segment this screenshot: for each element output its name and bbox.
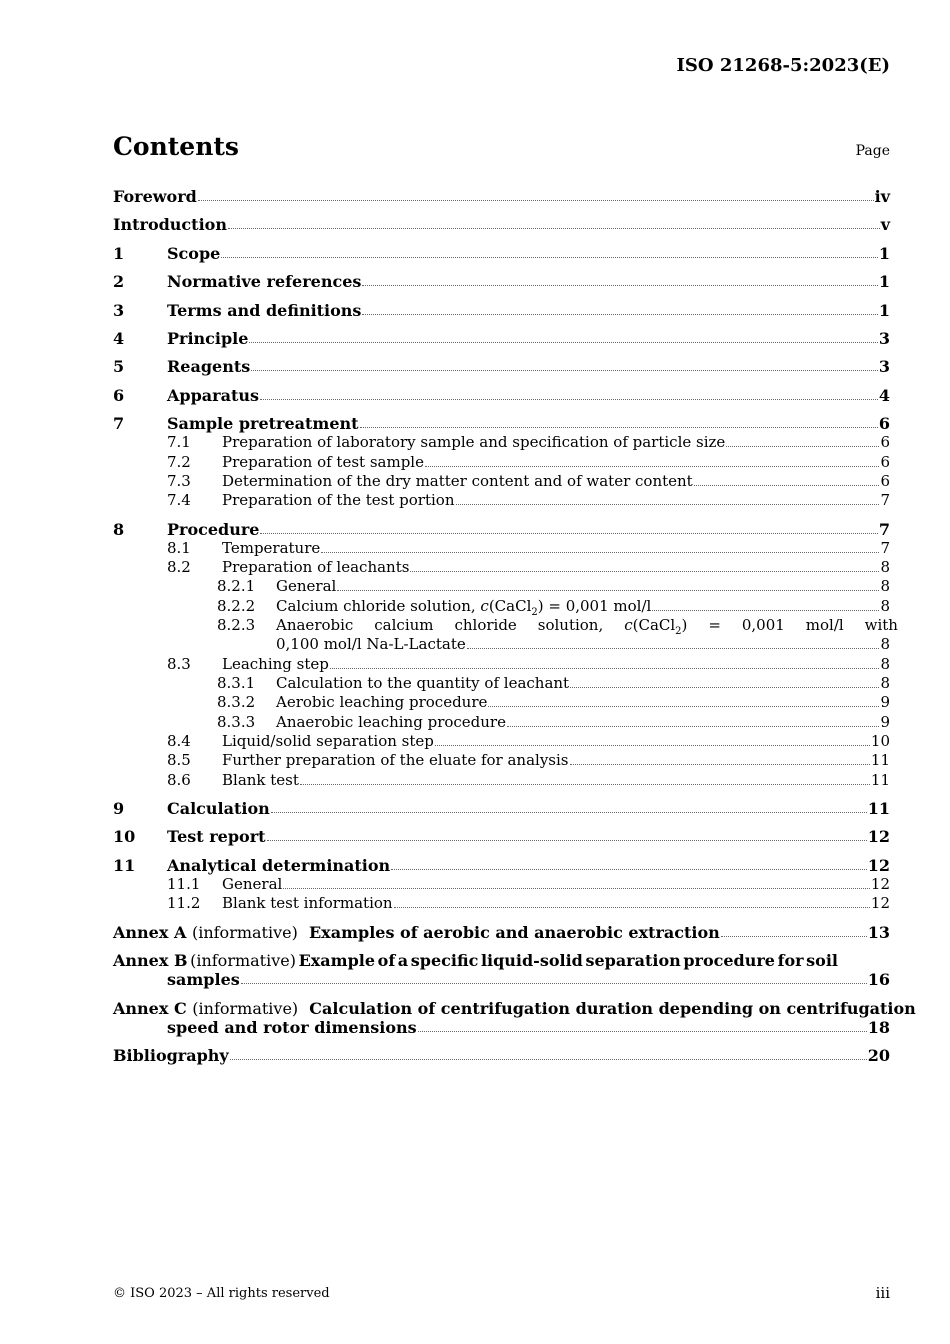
dot-leader — [283, 888, 870, 889]
title-text: ) — [681, 616, 688, 634]
toc-title: Preparation of test sample — [222, 453, 424, 471]
toc-page: 12 — [867, 856, 890, 875]
toc-number: 10 — [113, 827, 136, 846]
toc-title: Apparatus — [167, 386, 259, 405]
toc-number: 7.3 — [167, 472, 191, 490]
toc-entry-8-2-2[interactable] — [113, 597, 890, 616]
toc-page: 11 — [867, 799, 890, 818]
toc-page: 18 — [867, 1018, 890, 1037]
dot-leader — [488, 706, 879, 707]
toc-entry-8-2[interactable] — [113, 558, 890, 577]
title-word: liquid-solid — [480, 951, 583, 970]
toc-number: 7.1 — [167, 433, 191, 451]
toc-title: Normative references — [167, 272, 362, 291]
toc-number: 8.3.3 — [217, 713, 256, 731]
toc-entry-4[interactable] — [113, 329, 890, 348]
toc-page: 12 — [870, 875, 890, 893]
title-text: (CaCl — [488, 597, 532, 615]
dot-leader — [221, 257, 878, 258]
toc-title — [113, 999, 916, 1018]
toc-number: 8.2.1 — [217, 577, 256, 595]
toc-page: 1 — [878, 301, 890, 320]
toc-title: Procedure — [167, 520, 260, 539]
dot-leader — [230, 1059, 867, 1060]
toc-number: 8.3.1 — [217, 674, 256, 692]
toc-number: 3 — [113, 301, 125, 320]
dot-leader — [330, 668, 880, 669]
annex-type: (informative) — [192, 999, 299, 1018]
toc-page: 11 — [870, 771, 890, 789]
title-word: Example — [298, 951, 376, 970]
title-word: chloride — [454, 616, 517, 634]
contents-heading: Contents — [113, 132, 240, 161]
toc-number: 1 — [113, 244, 125, 263]
toc-page: 12 — [867, 827, 890, 846]
toc-title: Preparation of leachants — [222, 558, 410, 576]
toc-page: 20 — [867, 1046, 890, 1065]
title-word: = — [708, 616, 721, 634]
toc-title: General — [276, 577, 337, 595]
toc-number: 7.2 — [167, 453, 191, 471]
toc-number: 6 — [113, 386, 125, 405]
toc-title: Liquid/solid separation step — [222, 732, 434, 750]
toc-entry-foreword[interactable] — [113, 187, 890, 206]
title-text: ) = 0,001 mol/l — [537, 597, 652, 615]
dot-leader — [362, 285, 877, 286]
toc-entry-8-1[interactable] — [113, 539, 890, 558]
page-column-label: Page — [855, 143, 890, 159]
footer-copyright: © ISO 2023 – All rights reserved — [113, 1286, 330, 1301]
toc-entry-11-1[interactable] — [113, 875, 890, 894]
toc-page: 7 — [880, 539, 890, 557]
toc-number: 8.2.3 — [217, 616, 256, 634]
toc-page: 6 — [880, 472, 890, 490]
dot-leader — [260, 399, 878, 400]
toc-title: Principle — [167, 329, 249, 348]
concentration-symbol: c — [480, 597, 489, 615]
toc-title: Aerobic leaching procedure — [276, 693, 488, 711]
toc-page: 7 — [880, 491, 890, 509]
toc-title: 0,100 mol/l Na-L-Lactate — [276, 635, 466, 653]
title-word: calcium — [374, 616, 434, 634]
dot-leader — [456, 504, 880, 505]
annex-type: (informative) — [190, 951, 296, 970]
toc-entry-introduction[interactable] — [113, 215, 890, 234]
title-word: a — [397, 951, 409, 970]
toc-page: 8 — [880, 655, 890, 673]
title-word — [624, 616, 687, 635]
title-word: specific — [410, 951, 479, 970]
toc-title: Anaerobic leaching procedure — [276, 713, 506, 731]
toc-page: 1 — [878, 244, 890, 263]
dot-leader — [726, 446, 879, 447]
toc-entry-9[interactable] — [113, 799, 890, 818]
toc-entry-3[interactable] — [113, 301, 890, 320]
toc-entry-8-2-1[interactable] — [113, 577, 890, 596]
toc-entry-11[interactable] — [113, 856, 890, 875]
toc-entry-11-2[interactable] — [113, 894, 890, 913]
toc-title: Analytical determination — [167, 856, 391, 875]
annex-title: Calculation of centrifugation duration depending on centrifugation — [309, 999, 916, 1018]
toc-page: iv — [874, 187, 890, 206]
toc-entry-7-2[interactable] — [113, 453, 890, 472]
subscript: 2 — [675, 626, 682, 637]
toc-entry-annex-a[interactable] — [113, 923, 890, 942]
toc-number: 8.5 — [167, 751, 191, 769]
toc-number: 9 — [113, 799, 125, 818]
toc-entry-8-2-3-number — [113, 616, 276, 635]
annex-label: Annex C — [113, 999, 187, 1018]
toc-title: Further preparation of the eluate for analysis — [222, 751, 569, 769]
dot-leader — [507, 726, 879, 727]
dot-leader — [267, 840, 867, 841]
toc-page: 13 — [867, 923, 890, 942]
title-word: mol/l — [805, 616, 844, 634]
toc-page: 16 — [867, 970, 890, 989]
toc-page: 3 — [878, 357, 890, 376]
toc-number: 11 — [113, 856, 136, 875]
toc-title: Foreword — [113, 187, 197, 206]
toc-title: Preparation of laboratory sample and specification of particle size — [222, 433, 726, 451]
toc-entry-annex-b-line2[interactable] — [113, 970, 890, 989]
toc-page: v — [880, 215, 890, 234]
toc-entry-7[interactable] — [113, 414, 890, 433]
title-word: with — [864, 616, 898, 634]
toc-title: Blank test information — [222, 894, 393, 912]
toc-page: 9 — [880, 693, 890, 711]
toc-title: Determination of the dry matter content and of water content — [222, 472, 693, 490]
dot-leader — [249, 342, 877, 343]
toc-entry-8-4[interactable] — [113, 732, 890, 751]
annex-title: Examples of aerobic and anaerobic extraction — [308, 923, 720, 942]
annex-type: (informative) — [191, 923, 298, 942]
title-word: of — [377, 951, 396, 970]
dot-leader — [337, 590, 879, 591]
toc-entry-annex-c[interactable] — [113, 999, 916, 1018]
toc-title: Bibliography — [113, 1046, 229, 1065]
toc-title: Introduction — [113, 215, 227, 234]
toc-page: 10 — [870, 732, 890, 750]
annex-label: Annex B — [113, 951, 188, 970]
dot-leader — [652, 610, 879, 611]
toc-entry-annex-b[interactable] — [113, 951, 838, 970]
toc-title — [276, 597, 651, 616]
toc-entry-5[interactable] — [113, 357, 890, 376]
dot-leader — [360, 427, 878, 428]
title-text: (CaCl — [632, 616, 676, 634]
toc-page: 8 — [880, 597, 890, 615]
toc-entry-2[interactable] — [113, 272, 890, 291]
dot-leader — [362, 314, 877, 315]
toc-entry-8-2-3-line2[interactable] — [113, 635, 890, 654]
dot-leader — [435, 745, 870, 746]
toc-page: 8 — [880, 635, 890, 653]
toc-entry-8-3[interactable] — [113, 655, 890, 674]
toc-number: 7.4 — [167, 491, 191, 509]
toc-page: 6 — [880, 433, 890, 451]
toc-entry-7-3[interactable] — [113, 472, 890, 491]
dot-leader — [198, 200, 874, 201]
toc-entry-1[interactable] — [113, 244, 890, 263]
toc-number: 5 — [113, 357, 125, 376]
toc-page: 8 — [880, 674, 890, 692]
toc-page: 6 — [878, 414, 890, 433]
title-word: soil — [806, 951, 838, 970]
title-word: 0,001 — [741, 616, 785, 634]
dot-leader — [425, 466, 879, 467]
dot-leader — [228, 228, 880, 229]
toc-entry-8-3-2[interactable] — [113, 693, 890, 712]
dot-leader — [271, 812, 867, 813]
dot-leader — [251, 370, 878, 371]
toc-number: 8.4 — [167, 732, 191, 750]
title-word: procedure — [683, 951, 775, 970]
toc-page: 1 — [878, 272, 890, 291]
toc-title: Scope — [167, 244, 221, 263]
toc-title: Terms and definitions — [167, 301, 362, 320]
dot-leader — [721, 936, 867, 937]
toc-number: 8 — [113, 520, 125, 539]
toc-entry-annex-c-line2[interactable] — [113, 1018, 890, 1037]
toc-number: 7 — [113, 414, 125, 433]
toc-number: 8.2 — [167, 558, 191, 576]
title-text: Calcium chloride solution, — [276, 597, 481, 615]
toc-title: General — [222, 875, 283, 893]
toc-title: Sample pretreatment — [167, 414, 359, 433]
toc-entry-10[interactable] — [113, 827, 890, 846]
toc-page: 8 — [880, 577, 890, 595]
toc-number: 8.2.2 — [217, 597, 256, 615]
dot-leader — [410, 571, 879, 572]
dot-leader — [418, 1031, 867, 1032]
toc-title — [113, 923, 720, 942]
title-word: solution, — [537, 616, 604, 634]
dot-leader — [570, 764, 870, 765]
toc-page: 7 — [878, 520, 890, 539]
toc-page: 6 — [880, 453, 890, 471]
toc-number: 8.1 — [167, 539, 191, 557]
toc-entry-8-5[interactable] — [113, 751, 890, 770]
dot-leader — [321, 552, 879, 553]
annex-label: Annex A — [113, 923, 187, 942]
dot-leader — [391, 869, 867, 870]
dot-leader — [260, 533, 877, 534]
toc-title: Leaching step — [222, 655, 329, 673]
toc-entry-7-1[interactable] — [113, 433, 890, 452]
toc-page: 12 — [870, 894, 890, 912]
toc-title: Reagents — [167, 357, 251, 376]
toc-page: 4 — [878, 386, 890, 405]
toc-number: 4 — [113, 329, 125, 348]
toc-number: 8.6 — [167, 771, 191, 789]
toc-number: 8.3.2 — [217, 693, 256, 711]
toc-title: Calculation — [167, 799, 270, 818]
toc-page: 11 — [870, 751, 890, 769]
toc-title: Test report — [167, 827, 266, 846]
toc-entry-8-3-1[interactable] — [113, 674, 890, 693]
toc-entry-6[interactable] — [113, 386, 890, 405]
toc-entry-8-3-3[interactable] — [113, 713, 890, 732]
dot-leader — [467, 648, 880, 649]
toc-entry-8-6[interactable] — [113, 771, 890, 790]
toc-number: 11.2 — [167, 894, 201, 912]
toc-page: 9 — [880, 713, 890, 731]
dot-leader — [300, 784, 870, 785]
dot-leader — [694, 485, 880, 486]
toc-number: 2 — [113, 272, 125, 291]
toc-page: 8 — [880, 558, 890, 576]
toc-number: 8.3 — [167, 655, 191, 673]
subscript: 2 — [531, 607, 538, 618]
toc-title: speed and rotor dimensions — [167, 1018, 417, 1037]
toc-entry-7-4[interactable] — [113, 491, 890, 510]
dot-leader — [241, 983, 867, 984]
title-word: for — [777, 951, 804, 970]
toc-entry-8[interactable] — [113, 520, 890, 539]
concentration-symbol: c — [624, 616, 633, 634]
footer-page-number: iii — [875, 1284, 890, 1302]
toc-title: Preparation of the test portion — [222, 491, 455, 509]
toc-entry-bibliography[interactable] — [113, 1046, 890, 1065]
document-id: ISO 21268-5:2023(E) — [676, 55, 890, 76]
toc-number: 11.1 — [167, 875, 201, 893]
dot-leader — [570, 687, 879, 688]
toc-page: 3 — [878, 329, 890, 348]
toc-title: Temperature — [222, 539, 321, 557]
dot-leader — [394, 907, 870, 908]
toc-title: samples — [167, 970, 240, 989]
toc-entry-8-2-3[interactable] — [276, 616, 898, 635]
title-word: Anaerobic — [276, 616, 354, 634]
title-word: separation — [585, 951, 681, 970]
toc-title: Calculation to the quantity of leachant — [276, 674, 570, 692]
toc-title: Blank test — [222, 771, 299, 789]
